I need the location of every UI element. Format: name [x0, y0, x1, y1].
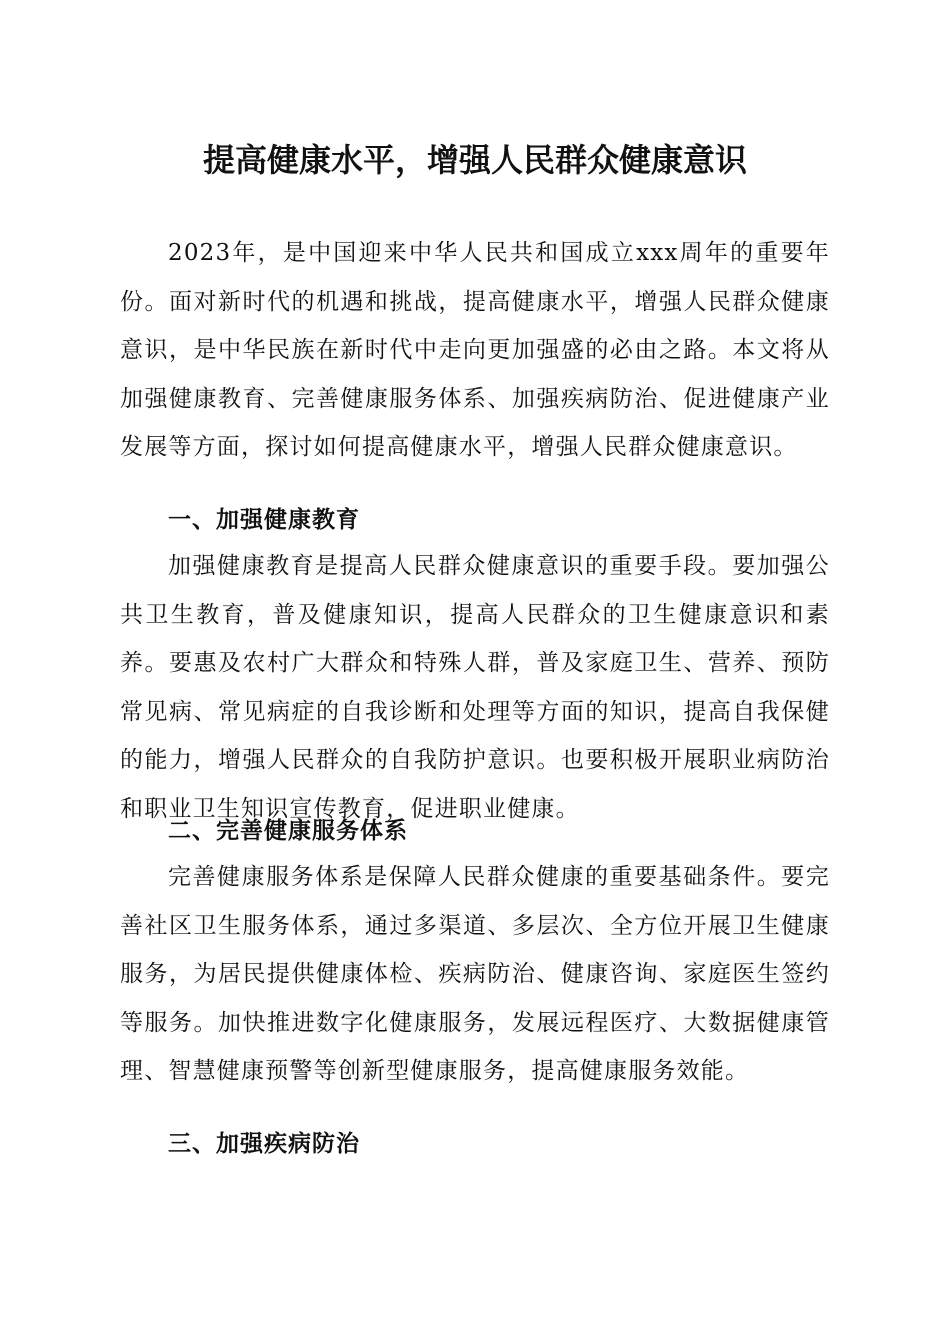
section-heading-health-service-system: 二、完善健康服务体系	[168, 818, 408, 844]
document-title: 提高健康水平，增强人民群众健康意识	[202, 141, 747, 179]
intro-paragraph: 2023年，是中国迎来中华人民共和国成立xxx周年的重要年份。面对新时代的机遇和挑战，提高健康水平，增强人民群众健康意识，是中华民族在新时代中走向更加强盛的必由之路。本文将从加强健康教育、完善健康服务体系、加强疾病防治、促进健康产业发展等方面，探讨如何提高健康水平，增强人民群众健康意识。	[120, 240, 830, 460]
section-heading-disease-prevention: 三、加强疾病防治	[168, 1131, 360, 1157]
section-paragraph-health-service-system: 完善健康服务体系是保障人民群众健康的重要基础条件。要完善社区卫生服务体系，通过多渠道、多层次、全方位开展卫生健康服务，为居民提供健康体检、疾病防治、健康咨询、家庭医生签约等服务。加快推进数字化健康服务，发展远程医疗、大数据健康管理、智慧健康预警等创新型健康服务，提高健康服务效能。	[120, 864, 830, 1084]
section-paragraph-health-education: 加强健康教育是提高人民群众健康意识的重要手段。要加强公共卫生教育，普及健康知识，提高人民群众的卫生健康意识和素养。要惠及农村广大群众和特殊人群，普及家庭卫生、营养、预防常见病、常见病症的自我诊断和处理等方面的知识，提高自我保健的能力，增强人民群众的自我防护意识。也要积极开展职业病防治和职业卫生知识宣传教育，促进职业健康。	[120, 553, 830, 822]
section-heading-health-education: 一、加强健康教育	[168, 507, 360, 533]
